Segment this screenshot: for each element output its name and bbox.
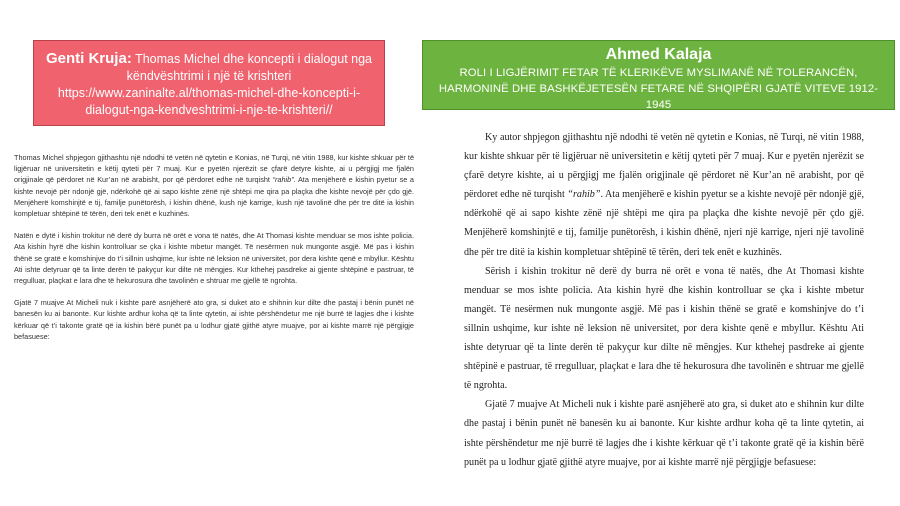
left-title-start: Thomas Michel dhe koncepti i dialogut nga xyxy=(135,52,373,66)
left-paragraph-2: Natën e dytë i kishin trokitur në derë dy burra në orët e vona të natës, dhe At Thomasi kishte menduar se mos ishte policia. Ata kishin hyrë dhe kishin kontrolluar se çka i kishte mbetur mangët. Të nesërmen nuk mungonte asgjë. Më pas i kishin thënë se gratë e komshinjve do t’i sillnin ushqime, kur ishte në leksion në universitet, por dera kishte qenë e mbyllur. Kështu Ati ishte detyruar që ta linte derën të pakyçur kur dilte në mëngjes. Kur kthehej pasdreke ai gjente shtëpinë e pastruar, të rregulluar, plaçkat e lara dhe të hekurosura dhe tavolinën e shtruar me gjellë të ngrohta. xyxy=(14,231,414,286)
right-source-header xyxy=(422,40,895,110)
left-source-header xyxy=(33,40,385,126)
right-paragraph-3: Gjatë 7 muajve At Micheli nuk i kishte parë asnjëherë ato gra, si duket ato e shihnin kur dilte dhe pastaj i bënin punët në banesën ku ai banonte. Kur kishte ardhur koha që ta linte qytetin, ai ishte përshëndetur me një burrë të lagjes dhe i kishte kërkuar që t’i takonte gratë që ia kishin bërë punët pa u lodhur gjatë gjithë atyre muajve, por ai kishte marrë një përgjigje befasuese: xyxy=(464,399,864,468)
left-paragraph-1 xyxy=(14,152,414,219)
right-subtitle-line1: ROLI I LIGJËRIMIT FETAR TË KLERIKËVE MYSLIMANË NË TOLERANCËN, xyxy=(459,67,858,79)
right-paragraph-2: Sërish i kishin trokitur në derë dy burra në orët e vona të natës, dhe At Thomasi kishte menduar se mos ishte policia. Ata kishin hyrë dhe kishin kontrolluar se çka i kishte mbetur mangët. Të nesërmen nuk mungonte asgjë. Më pas i kishin thënë se gratë e komshinjve do t’i sillnin ushqime, kur ishte në leksion në universitet, por dera kishte qenë e mbyllur. Kështu Ati ishte detyruar që ta linte derën të pakyçur kur dilte në mëngjes. Kur kthehej pasdreke ai gjente shtëpinë e pastruar, të rregulluar, plaçkat e lara dhe të hekurosura dhe tavolinën e shtruar me gjellë të ngrohta. xyxy=(464,265,864,392)
right-subtitle-line2: HARMONINË DHE BASHKËJETESËN FETARE NË SHQIPËRI GJATË VITEVE 1912-1945 xyxy=(438,83,879,111)
right-paragraph-1 xyxy=(464,128,864,262)
left-p1-before: Thomas Michel shpjegon gjithashtu një ndodhi të vetën në qytetin e Konias, në Turqi, në vitin 1988, kur kishte shkuar për të ligjëruar në universitetin e këtij qyteti për 7 muaj. Kur e pyetën njerëzit se çfarë detyre kishte, ai u përgjigj me fjalën origjinale që përdoret në Kur’an në arabisht, por që përdoret edhe në turqisht xyxy=(14,153,414,185)
left-url-line1[interactable]: https://www.zaninalte.al/thomas-michel-dhe-koncepti-i- xyxy=(57,86,361,100)
right-p1-italic: “rahib” xyxy=(567,189,601,201)
right-p1-after: . Ata menjëherë e kishin pyetur se a kishte nevojë për ndonjë gjë, ndërkohë që ai sapo kishte zënë një shtëpi me qira pa plaçka dhe kishte nevojë për çdo gjë. Menjëherë komshinjtë e tij, familje punëtorësh, i kishin dhënë, njeri një karrige, njeri një tavolinë dhe për tre ditë ia kishin kompletuar shtëpinë të tërën, deri tek enët e kuzhinës. xyxy=(464,189,864,258)
right-p1-before: Ky autor shpjegon gjithashtu një ndodhi të vetën në qytetin e Konias, në Turqi, në vitin 1988, kur kishte shkuar për të ligjëruar në universitetin e këtij qyteti për 7 muaj. Kur e pyetën njerëzit se çfarë detyre kishte, ai u përgjigj me fjalën origjinale që përdoret në Kur’an në arabisht, por që përdoret edhe në turqisht xyxy=(464,132,864,201)
left-url-line2[interactable]: dialogut-nga-kendveshtrimi-i-nje-te-krishteri// xyxy=(85,103,333,117)
left-p1-after: . Ata menjëherë e kishin pyetur se a kishte nevojë për ndonjë gjë, ndërkohë që ai sapo kishte zënë një shtëpi me qira pa plaçka dhe kishte nevojë për çdo gjë. Menjëherë komshinjtë e tij, familje punëtorësh, i kishin dhënë, kush një karrige, kush një tavolinë dhe për tre ditë ia kishin kompletuar shtëpinë të tërën, deri tek enët e kuzhinës. xyxy=(14,175,414,219)
left-title-end: këndvështrimi i një të krishteri xyxy=(126,69,292,83)
right-author-name: Ahmed Kalaja xyxy=(605,46,712,63)
right-text-column xyxy=(464,128,864,472)
left-text-column xyxy=(14,152,414,353)
left-author-name: Genti Kruja: xyxy=(45,50,132,67)
left-p1-italic: “rahib” xyxy=(272,175,294,185)
left-header-line1 xyxy=(40,50,378,68)
left-paragraph-3: Gjatë 7 muajve At Micheli nuk i kishte parë asnjëherë ato gra, si duket ato e shihnin kur dilte dhe pastaj i bënin punët në banesën ku ai banonte. Kur kishte ardhur koha që ta linte qytetin, ai ishte përshëndetur me një burrë të lagjes dhe i kishte kërkuar që t’i takonte gratë që ia kishin bërë punët pa u lodhur gjatë gjithë atyre muajve, por ai kishte marrë një përgjigje befasuese: xyxy=(14,298,414,341)
